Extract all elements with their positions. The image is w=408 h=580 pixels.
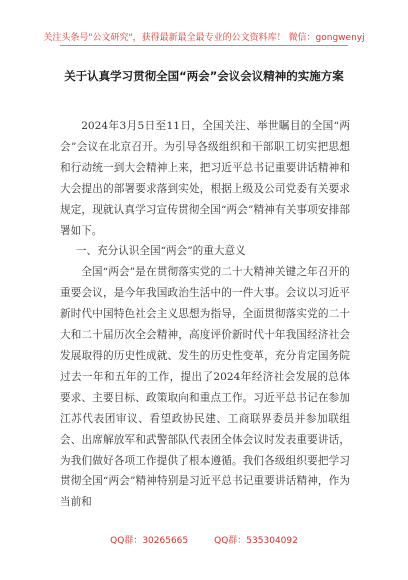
- footer-qq-primary: QQ群：30265665: [110, 536, 189, 546]
- section-heading: 一、充分认识全国“两会”的重大意义: [75, 245, 246, 258]
- header-divider: [60, 45, 348, 46]
- footer-contacts: [0, 533, 408, 546]
- body-paragraph: 全国“两会”是在贯彻落实党的二十大精神关键之年召开的重要会议，是今年我国政治生活中的一件大事。会议以习近平新时代中国特色社会主义思想为指导，全面贯彻落实党的二十大和二十届历次全会精神，高度评价新时代十年我国经济社会发展取得的历史性成就、发生的历史性变革，充分肯定国务院过去一年和五年的工作，提出了2024年经济社会发展的总体要求、主要目标、政策取向和重点工作。习近平总书记在参加江苏代表团审议、看望政协民建、工商联界委员并参加联组会、出席解放军和武警部队代表团全体会议时发表重要讲话，为我们做好各项工作提供了根本遵循。我们各级组织要把学习贯彻全国“两会”精神特别是习近平总书记重要讲话精神，作为当前和: [60, 266, 350, 509]
- document-title: 关于认真学习贯彻全国“两会”会议会议精神的实施方案: [64, 69, 344, 83]
- footer-qq-secondary: QQ群：535304092: [214, 536, 298, 546]
- document-body: [60, 116, 350, 513]
- intro-paragraph: 2024年3月5日至11日，全国关注、举世瞩目的全国“两会”会议在北京召开。为引导各级组织和干部职工切实把思想和行动统一到大会精神上来，把习近平总书记重要讲话精神和大会提出的部署要求落到实处，根据上级及公司党委有关要求规定，现就认真学习宣传贯彻全国“两会”精神有关事项安排部署如下。: [60, 120, 350, 237]
- header-note: 关注头条号"公文研究"，获得最新最全最专业的公文资料库！ 微信：gongwenyj: [43, 33, 365, 43]
